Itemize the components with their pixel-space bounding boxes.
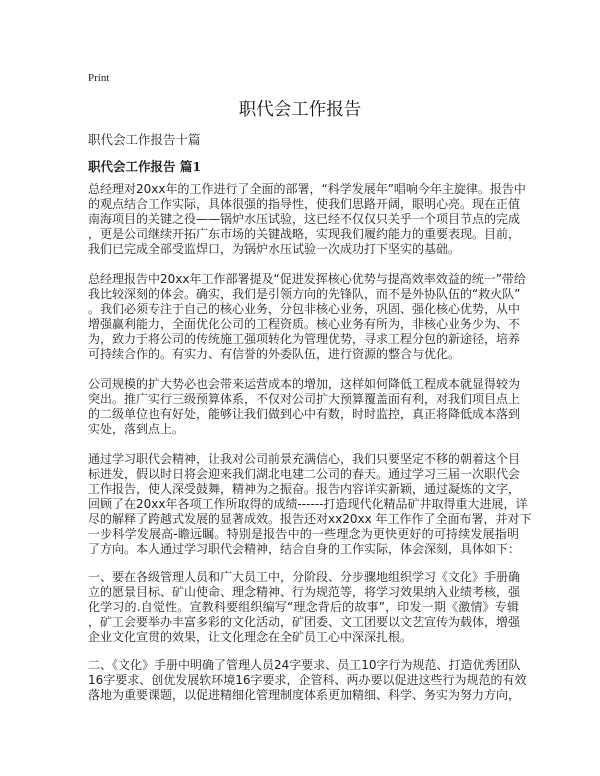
paragraph-line: 标进发，假以时日将会迎来我们湖北电建二公司的春天。通过学习三届一次职代会 — [88, 467, 521, 481]
paragraph-line: 工作报告，使人深受鼓舞，精神为之振奋。报告内容详实新颖，通过凝炼的文字， — [88, 482, 521, 496]
print-label: Print — [88, 72, 110, 84]
document-title: 职代会工作报告 — [238, 100, 362, 120]
paragraph-line: 一步科学发展高-瞻远瞩。特别是报告中的一些理念为更快更好的可持续发展指明 — [88, 527, 519, 541]
paragraph-line: 企业文化宣贯的效果，让文化理念在全矿员工心中深深扎根。 — [88, 630, 413, 644]
paragraph — [88, 377, 519, 437]
paragraph-line: 落地为重要课题，以促进精细化管理制度体系更加精细、科学、务实为努力方向， — [88, 688, 521, 702]
paragraph-line: 化学习的.自觉性。宣教科要组织编写“理念背后的故事”，印发一期《激情》专辑 — [88, 600, 519, 614]
paragraph — [88, 452, 532, 557]
paragraph-line: 了方向。本人通过学习职代会精神，结合自身的工作实际，体会深刻，具体如下： — [88, 542, 521, 556]
paragraph-line: 突出。推广实行三级预算体系，不仅对公司扩大预算覆盖面有利，对我们项目点上 — [88, 392, 521, 406]
paragraph — [88, 658, 527, 703]
paragraph-line: 的观点结合工作实际，具体很强的指导性，使我们思路开阔，眼明心亮。现在正值 — [88, 197, 521, 211]
paragraph-line: 增强赢利能力，全面优化公司的工程资质。核心业务有所为，非核心业务少为、不 — [88, 317, 521, 331]
paragraph-line: 立的愿景目标、矿山使命、理念精神、行为规范等，将学习效果纳入业绩考核，强 — [88, 585, 521, 599]
section-heading: 职代会工作报告 篇1 — [88, 159, 202, 174]
paragraph-line: 的二级单位也有好处，能够让我们做到心中有数，时时监控，真正将降低成本落到 — [88, 407, 521, 421]
paragraph-line: 16字要求、创优发展软环境16字要求，企管科、两办要以促进这些行为规范的有效 — [88, 673, 527, 687]
paragraph-line: 实处，落到点上。 — [88, 422, 185, 436]
document-subtitle: 职代会工作报告十篇 — [88, 132, 201, 147]
paragraph-line: 我们已完成全部受监焊口，为锅炉水压试验一次成功打下坚实的基础。 — [88, 242, 461, 256]
paragraph-line: 。我们必须专注于自己的核心业务，分包非核心业务，巩固、强化核心优势，从中 — [88, 302, 521, 316]
paragraph-line: 总经理对20xx年的工作进行了全面的部署，“科学发展年”唱响今年主旋律。报告中 — [88, 182, 526, 196]
paragraph-line: ，矿工会要举办丰富多彩的文化活动，矿团委、文工团要以文艺宣传为载体，增强 — [88, 615, 521, 629]
paragraph-line: 公司规模的扩大势必也会带来运营成本的增加，这样如何降低工程成本就显得较为 — [88, 377, 521, 391]
paragraph — [88, 182, 526, 257]
paragraph-line: 可持续合作的。有实力、有信誉的外委队伍，进行资源的整合与优化。 — [88, 347, 461, 361]
paragraph — [88, 570, 519, 645]
paragraph-line: 我比较深刻的体会。确实，我们是引领方向的先锋队，而不是外协队伍的“救火队” — [88, 287, 521, 301]
paragraph-line: 一、要在各级管理人员和广大员工中，分阶段、分步骤地组织学习《文化》手册确 — [88, 570, 521, 584]
paragraph-line: ，更是公司继续开拓广东市场的关键战略，实现我们履约能力的重要表现。目前， — [88, 227, 521, 241]
paragraph-line: 南海项目的关键之役——锅炉水压试验，这已经不仅仅只关乎一个项目节点的完成 — [88, 212, 521, 226]
paragraph-line: 总经理报告中20xx年工作部署提及“促进发挥核心优势与提高效率效益的统一”带给 — [88, 272, 526, 286]
paragraph-line: 尽的解释了跨越式发展的显著成效。报告还对xx20xx 年工作作了全面布署，并对下 — [88, 512, 532, 526]
paragraph-line: 二、《文化》手册中明确了管理人员24字要求、员工10字行为规范、打造优秀团队 — [88, 658, 521, 672]
paragraph-line: 通过学习职代会精神，让我对公司前景充满信心，我们只要坚定不移的朝着这个目 — [88, 452, 521, 466]
paragraph-line: 回顾了在20xx年各项工作所取得的成绩------打造现代化精品矿井取得重大进展，详 — [88, 497, 528, 511]
paragraph — [88, 272, 526, 362]
paragraph-line: 为，致力于将公司的传统施工强项转化为管理优势，寻求工程分包的新途径，培养 — [88, 332, 521, 346]
